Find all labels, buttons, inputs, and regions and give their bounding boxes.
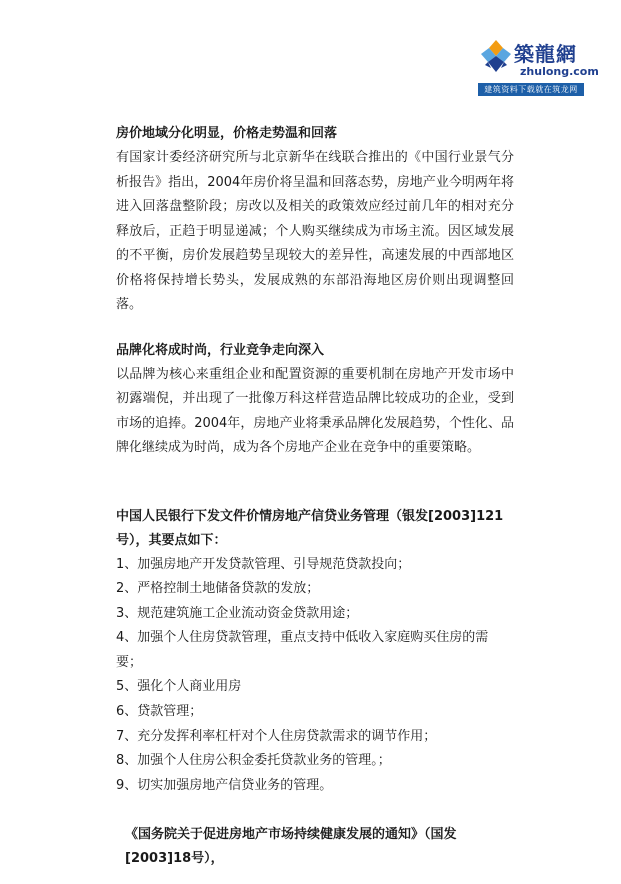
section2-paragraph: 以品牌为核心来重组企业和配置资源的重要机制在房地产开发市场中初露端倪，并出现了一批像万科这样营造品牌比较成功的企业，受到市场的追捧。2004年，房地产业将秉承品牌化发展趋势，个性化、品牌化继续成为时尚，成为各个房地产企业在竞争中的重要策略。 (116, 366, 514, 455)
section1-heading: 房价地域分化明显，价格走势温和回落 (116, 126, 338, 141)
list-item: 9、切实加强房地产信贷业务的管理。 (116, 777, 333, 793)
section1-paragraph: 有国家计委经济研究所与北京新华在线联合推出的《中国行业景气分析报告》指出，2004年房价将呈温和回落态势，房地产业今明两年将进入回落盘整阶段；房改以及相关的政策效应经过前几年的相对充分释放后，正趋于明显递减；个人购买继续成为市场主流。因区域发展的不平衡，房价发展趋势呈现较大的差异性，高速发展的中西部地区价格将保持增长势头，发展成熟的东部沿海地区房价则出现调整回落。 (116, 150, 514, 312)
list-item: 8、加强个人住房公积金委托贷款业务的管理。； (116, 753, 391, 769)
list-item: 6、贷款管理； (116, 704, 203, 720)
list-item: 4、加强个人住房贷款管理，重点支持中低收入家庭购买住房的需要； (116, 630, 489, 670)
list-item: 1、加强房地产开发贷款管理、引导规范贷款投向； (116, 556, 411, 572)
section3-heading: 中国人民银行下发文件价情房地产信贷业务管理（银发[2003]121号），其要点如下： (116, 508, 504, 548)
section2-heading: 品牌化将成时尚，行业竞争走向深入 (116, 342, 325, 358)
document-body (116, 122, 514, 884)
section4-title (125, 823, 514, 871)
list-item: 2、严格控制土地储备贷款的发放； (116, 581, 320, 597)
list-item: 7、充分发挥利率杠杆对个人住房贷款需求的调节作用； (116, 728, 437, 744)
section4-suffix: （国发[2003]18号）， (125, 827, 457, 867)
section4-bold-title: 《国务院关于促进房地产市场持续健康发展的通知》 (125, 827, 425, 843)
logo-brand-name: 築龍網 (514, 42, 577, 66)
list-item: 3、规范建筑施工企业流动资金贷款用途； (116, 605, 359, 621)
zhulong-logo (478, 38, 599, 98)
list-item: 5、强化个人商业用房 (116, 679, 242, 695)
logo-domain: zhulong.com (520, 65, 599, 78)
section3-list (116, 553, 514, 799)
logo-tagline: 建筑资料下载就在筑龙网 (478, 83, 584, 96)
zhulong-logo-mark-icon (478, 38, 514, 78)
